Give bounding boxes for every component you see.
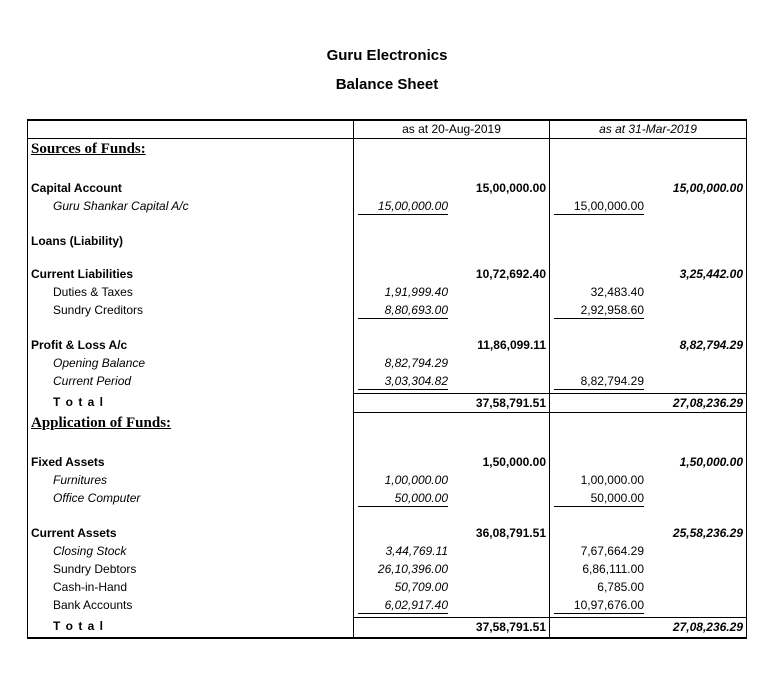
previous-period-cell [549,218,746,233]
col2-detail-amount [554,525,644,542]
particulars-cell [28,597,353,617]
current-period-cell [353,454,549,472]
col1-detail-amount [358,180,448,197]
col2-main-amount: 3,25,442.00 [679,267,743,281]
particulars-cell [28,543,353,561]
ledger-row [28,579,746,597]
spacer-row [28,510,746,525]
col1-main-amount: 37,58,791.51 [475,396,546,410]
col2-main-amount: 27,08,236.29 [672,620,743,634]
particulars-cell [28,284,353,302]
current-period-cell [353,393,549,413]
previous-period-cell [549,373,746,393]
col2-main-amount: 27,08,236.29 [672,396,743,410]
previous-period-cell [549,393,746,413]
col1-detail-amount: 8,80,693.00 [358,302,448,319]
previous-period-cell [549,472,746,490]
col1-detail-amount: 3,03,304.82 [358,373,448,390]
previous-period-cell [549,337,746,355]
ledger-row [28,490,746,510]
particulars-cell [28,355,353,373]
col2-detail-amount: 10,97,676.00 [554,597,644,614]
previous-period-cell [549,284,746,302]
previous-period-cell [549,439,746,454]
current-period-cell [353,617,549,637]
particulars-cell [28,472,353,490]
spacer-row [28,251,746,266]
table-header-row [28,121,746,139]
col2-detail-amount: 8,82,794.29 [554,373,644,390]
spacer-row [28,322,746,337]
current-period-cell [353,579,549,597]
ledger-row [28,198,746,218]
col2-detail-amount: 7,67,664.29 [580,544,644,558]
current-period-cell [353,139,549,165]
col2-main-amount: 15,00,000.00 [672,181,743,195]
col2-detail-amount [554,180,644,197]
particulars-header [28,121,353,138]
particulars-cell [28,393,353,413]
particulars-cell [28,165,353,180]
col2-main-amount: 25,58,236.29 [672,526,743,540]
col2-detail-amount [554,355,644,372]
table-body [28,139,746,637]
col1-detail-amount [358,394,448,411]
col1-main-amount: 15,00,000.00 [475,181,546,195]
group-row [28,525,746,543]
col2-detail-amount: 15,00,000.00 [554,198,644,215]
previous-period-cell [549,490,746,510]
col1-detail-amount: 1,00,000.00 [384,473,448,487]
account-label: Fixed Assets [31,455,105,469]
current-period-cell [353,337,549,355]
total-row [28,393,746,413]
current-period-cell [353,413,549,439]
previous-period-cell [549,355,746,373]
previous-period-cell [549,266,746,284]
current-period-cell [353,284,549,302]
report-header [27,46,747,95]
company-name: Guru Electronics [326,47,448,64]
col1-detail-amount: 50,000.00 [358,490,448,507]
col1-detail-amount [358,337,448,354]
particulars-cell [28,490,353,510]
particulars-cell [28,266,353,284]
col1-detail-amount [358,413,448,430]
particulars-cell [28,439,353,454]
account-label: Bank Accounts [53,598,133,612]
particulars-cell [28,413,353,439]
col1-detail-amount: 8,82,794.29 [384,356,448,370]
col2-main-amount: 1,50,000.00 [679,455,743,469]
col2-detail-amount: 2,92,958.60 [554,302,644,319]
previous-period-header: as at 31-Mar-2019 [549,121,746,138]
col1-detail-amount [358,233,448,250]
ledger-row [28,284,746,302]
account-label: Furnitures [53,473,108,487]
current-period-cell [353,233,549,251]
col2-detail-amount [554,139,644,156]
current-period-cell [353,165,549,180]
previous-period-cell [549,165,746,180]
current-period-cell [353,266,549,284]
particulars-cell [28,251,353,266]
col1-main-amount: 11,86,099.11 [477,338,546,352]
group-row [28,180,746,198]
particulars-cell [28,233,353,251]
current-period-cell [353,218,549,233]
col2-detail-amount: 32,483.40 [590,285,644,299]
account-label: T o t a l [53,395,104,409]
current-period-cell [353,355,549,373]
particulars-cell [28,180,353,198]
col2-detail-amount: 6,785.00 [597,580,644,594]
account-label: Profit & Loss A/c [31,338,128,352]
col2-detail-amount [554,454,644,471]
previous-period-cell [549,510,746,525]
previous-period-cell [549,561,746,579]
total-row [28,617,746,637]
ledger-row [28,561,746,579]
col1-main-amount: 36,08,791.51 [475,526,546,540]
particulars-cell [28,337,353,355]
current-period-cell [353,510,549,525]
previous-period-cell [549,525,746,543]
col2-detail-amount [554,233,644,250]
col2-detail-amount: 50,000.00 [554,490,644,507]
col1-detail-amount: 15,00,000.00 [358,198,448,215]
previous-period-cell [549,579,746,597]
balance-sheet-table [27,119,747,639]
col2-detail-amount [554,413,644,430]
ledger-row [28,543,746,561]
col1-detail-amount: 50,709.00 [394,580,448,594]
col1-main-amount: 10,72,692.40 [475,267,546,281]
current-period-cell [353,180,549,198]
current-period-cell [353,198,549,218]
current-period-cell [353,561,549,579]
col2-detail-amount [554,394,644,411]
account-label: Sundry Debtors [53,562,137,576]
previous-period-cell [549,597,746,617]
col1-detail-amount [358,454,448,471]
particulars-cell [28,525,353,543]
col2-detail-amount [554,337,644,354]
previous-period-cell [549,233,746,251]
particulars-cell [28,510,353,525]
spacer-row [28,439,746,454]
ledger-row [28,373,746,393]
col1-detail-amount: 3,44,769.11 [385,544,448,558]
current-period-cell [353,251,549,266]
account-label: Opening Balance [53,356,146,370]
col1-main-amount: 37,58,791.51 [475,620,546,634]
account-label: Capital Account [31,181,122,195]
ledger-row [28,302,746,322]
account-label: Application of Funds: [31,415,172,431]
current-period-cell [353,490,549,510]
particulars-cell [28,302,353,322]
particulars-cell [28,198,353,218]
col2-detail-amount: 6,86,111.00 [582,562,644,576]
previous-period-cell [549,198,746,218]
group-row [28,233,746,251]
particulars-cell [28,139,353,165]
previous-period-cell [549,617,746,637]
particulars-cell [28,561,353,579]
current-period-cell [353,439,549,454]
previous-period-cell [549,543,746,561]
account-label: Current Period [53,374,132,388]
col2-detail-amount: 1,00,000.00 [580,473,644,487]
spacer-row [28,165,746,180]
particulars-cell [28,322,353,337]
current-period-cell [353,472,549,490]
account-label: Guru Shankar Capital A/c [53,199,189,213]
account-label: Sundry Creditors [53,303,144,317]
col1-main-amount: 1,50,000.00 [482,455,546,469]
section-heading-row [28,413,746,439]
current-period-cell [353,302,549,322]
account-label: Current Liabilities [31,267,134,281]
previous-period-cell [549,251,746,266]
col1-detail-amount [358,139,448,156]
particulars-cell [28,617,353,637]
current-period-cell [353,525,549,543]
ledger-row [28,472,746,490]
particulars-cell [28,218,353,233]
col2-main-amount: 8,82,794.29 [679,338,743,352]
col1-detail-amount [358,618,448,635]
col2-detail-amount [554,618,644,635]
particulars-cell [28,579,353,597]
account-label: Sources of Funds: [31,141,146,157]
col1-detail-amount [358,525,448,542]
account-label: T o t a l [53,619,104,633]
account-label: Office Computer [53,491,141,505]
account-label: Duties & Taxes [53,285,133,299]
col1-detail-amount [358,266,448,283]
group-row [28,454,746,472]
col1-detail-amount: 26,10,396.00 [377,562,448,576]
section-heading-row [28,139,746,165]
account-label: Closing Stock [53,544,127,558]
current-period-header: as at 20-Aug-2019 [353,121,549,138]
account-label: Loans (Liability) [31,234,124,248]
current-period-cell [353,543,549,561]
current-period-cell [353,597,549,617]
current-period-cell [353,373,549,393]
col2-detail-amount [554,266,644,283]
report-title: Balance Sheet [335,76,439,93]
group-row [28,266,746,284]
previous-period-cell [549,322,746,337]
previous-period-cell [549,413,746,439]
previous-period-cell [549,454,746,472]
ledger-row [28,597,746,617]
current-period-cell [353,322,549,337]
ledger-row [28,355,746,373]
previous-period-cell [549,139,746,165]
account-label: Current Assets [31,526,117,540]
previous-period-cell [549,180,746,198]
account-label: Cash-in-Hand [53,580,128,594]
group-row [28,337,746,355]
col1-detail-amount: 6,02,917.40 [358,597,448,614]
previous-period-cell [549,302,746,322]
col1-detail-amount: 1,91,999.40 [384,285,448,299]
spacer-row [28,218,746,233]
particulars-cell [28,454,353,472]
particulars-cell [28,373,353,393]
